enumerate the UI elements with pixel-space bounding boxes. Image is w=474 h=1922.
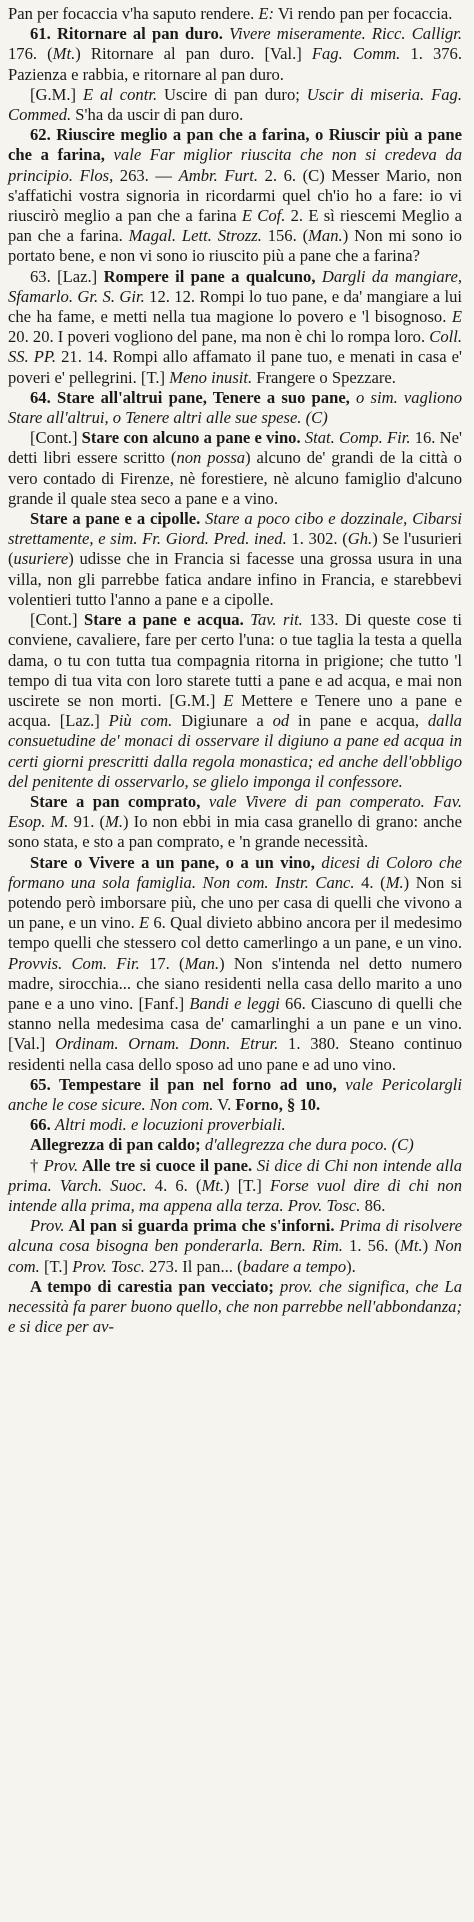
text-run: 91. ( [68,812,106,832]
text-run: Alle tre si cuoce il pane. [78,1155,253,1175]
text-run: dalla consuetudine de' monaci di osservare il digiuno a pane ed acqua in certi giorni prescritti dalla regola monastica; ed anche dell'obbligo del penitente di osservarlo, se glielo imponga il confessore. [8,711,462,791]
text-run: Altri modi. e locuzioni proverbiali. [54,1115,286,1135]
text-run: ) Non s'intenda nel detto numero madre, sirocchia... che siano residenti nella casa dello marito a uno pane e a uno vino. [Fanf.] [8,953,462,1013]
dictionary-entry-paragraph [8,428,462,509]
text-run: S'ha da uscir di pan duro. [71,105,244,125]
text-run: Non com. [8,1236,462,1276]
dictionary-entry-paragraph [8,24,462,85]
text-run: [Cont.] [30,610,84,630]
text-run: Mt. [201,1175,225,1195]
text-run: Uscire di pan duro; [157,84,307,104]
text-run: E [223,690,234,710]
text-run: badare a tempo [242,1256,347,1276]
text-run: usuriere [13,549,69,569]
text-run: [G.M.] [30,84,83,104]
text-run: Stare a poco cibo e dozzinale, Cibarsi strettamente, e sim. Fr. Giord. Pred. ined. [8,509,462,549]
text-run: od [272,711,290,731]
text-run: Prima di risolvere alcuna cosa bisogna ben ponderarla. Bern. Rim. [8,1216,462,1256]
text-run: vale Far miglior riuscita che non si credeva da principio. Flos, [8,145,462,185]
text-run: ) Non mi sono io portato bene, e non vi sono io riuscito più a pane che a farina? [8,226,462,266]
text-run: non possa [176,448,246,468]
text-run: Coll. SS. PP. [8,327,462,367]
text-run: V. [213,1094,236,1114]
text-run: Vivere miseramente. Ricc. Calligr. [222,24,463,44]
text-run: ) udisse che in Francia si facesse una grossa usura in una villa, non gli parrebbe fatica andare infino in Francia, e starebbevi volentieri tutto l'anno a pane e a cipolle. [8,549,462,609]
text-run: 263. — [113,165,179,185]
dictionary-entry-paragraph [8,1075,462,1115]
text-run: 16. Ne' detti libri essere scritto ( [8,428,462,468]
text-run: Mettere e Tenere uno a pane e acqua. [Laz.] [8,690,462,731]
text-run: Forse vuol dire di chi non intende alla prima, ma appena alla terza. Prov. Tosc. [8,1175,462,1215]
text-run: ) Ritornare al pan duro. [Val.] [75,44,312,64]
dictionary-entry-paragraph [8,388,462,428]
text-run: Bandi e leggi [189,993,280,1013]
text-run: A tempo di carestia pan vecciato; [30,1276,274,1296]
text-run: [Cont.] [30,428,82,448]
text-run: dicesi di Coloro che formano una sola famiglia. Non com. Instr. Canc. [8,852,462,892]
text-run: E al contr. [82,84,158,104]
dictionary-entry-paragraph [8,1216,462,1277]
text-run: 1. 56. ( [342,1236,401,1256]
text-run: Uscir di miseria. Fag. Commed. [8,84,462,125]
text-run: Man. [184,953,220,973]
text-run: 156. ( [261,226,309,246]
text-run: 1. 302. ( [286,529,348,549]
text-run: 21. 14. Rompi allo affamato il pane tuo, e menati in casa e' poveri e' pellegrini. [T.] [8,347,462,387]
text-run: Prov. [30,1216,65,1236]
text-run: ) [422,1236,435,1256]
text-run: Mt. [52,44,76,64]
text-run: Pan per focaccia v'ha saputo rendere. [8,4,259,23]
dictionary-entry-paragraph [8,1277,462,1338]
text-run: Meno inusit. [169,367,253,387]
text-run: Provvis. Com. Fir. [8,953,140,973]
text-run: Forno, § 10. [235,1094,321,1114]
text-run: Si dice di Chi non intende alla prima. Varch. Suoc. [8,1155,463,1195]
text-run: Stare con alcuno a pane e vino. [81,428,301,448]
text-run: 66. Ciascuno di quelli che stanno nella medesima casa de' camarlinghi a un pane e un vino. [Val.] [8,993,462,1054]
text-run: vale Vivere di pan comperato. Fav. Esop. M. [8,791,463,832]
text-run: 12. 12. Rompi lo tuo pane, e da' mangiare a lui che ha fame, e metti nella tua magione lo povero e 'l bisognoso. [8,286,462,327]
text-run: M. [385,872,404,892]
text-run: ) Non si potendo però imborsare più, che uno per casa di quelli che vivono a un pane, e un vino. [8,872,462,933]
text-run: Più com. [108,711,173,731]
text-run: 2. E sì riescemi Meglio a pan che a farina. [8,206,462,246]
text-run: 6. Qual divieto abbino ancora per il medesimo tempo quelli che stessero col detto camerlingo a un pane, e un vino. [8,913,462,953]
text-run: o sim. vagliono Stare all'altrui, o Tenere altri alle sue spese. (C) [8,387,462,428]
text-run: Mt. [400,1236,423,1256]
text-run: 66. [30,1115,55,1135]
text-run: ) alcuno de' grandi de la città o vero contado di Firenze, nè forestiere, nè alcuno famiglio d'alcuno grande il quale stea seco a pane e a vino. [8,448,462,508]
text-run: Stare a pan comprato, [30,791,201,811]
text-run: 1. 380. Steano continuo residenti nella casa dello sposo ad uno pane e ad uno vino. [8,1034,462,1074]
text-run: E [138,913,150,933]
text-run: Gh. [347,529,373,549]
text-run: 65. Tempestare il pan nel forno ad uno, [30,1074,337,1094]
text-run: prov. che significa, che La necessità fa parer buono quello, che non parrebbe nell'abbondanza; e si dice per av- [8,1276,462,1337]
dictionary-entry-paragraph [8,1135,462,1155]
text-run: Stare o Vivere a un pane, o a un vino, [30,852,315,872]
dictionary-entry-paragraph [8,1115,462,1135]
text-run: Digiunare a [172,711,273,731]
text-run: Allegrezza di pan caldo; [30,1135,201,1155]
text-run: Prov. Tosc. [72,1256,145,1276]
text-run: 86. [360,1195,386,1215]
text-run: Stare a pane e a cipolle. [30,509,201,529]
text-run: Rompere il pane a qualcuno, [103,266,316,286]
text-run: Al pan si guarda prima che s'inforni. [64,1216,335,1236]
text-run: Ordinam. Ornam. Donn. Etrur. [55,1034,279,1054]
text-run: 176. ( [8,44,53,64]
dictionary-entry-paragraph [8,125,462,266]
text-run: in pane e acqua, [289,711,428,731]
dictionary-entry-paragraph [8,509,462,610]
text-run: 63. [Laz.] [30,266,104,286]
dictionary-entry-paragraph [8,853,462,1075]
text-run: Stare a pane e acqua. [83,610,244,630]
text-run: Ambr. Furt. [178,165,259,185]
text-run: E [451,307,462,327]
text-run: 273. Il pan... ( [144,1256,243,1276]
text-run: Stat. Comp. Fir. [300,428,411,448]
dictionary-entry-paragraph [8,267,462,388]
text-run: vale Pericolargli anche le cose sicure. Non com. [8,1074,462,1114]
text-run: Fag. Comm. [311,44,401,64]
dictionary-entry-paragraph [8,792,462,853]
text-run: 1. 376. Pazienza e rabbia, e ritornare al pan duro. [8,44,463,84]
text-run: ) Io non ebbi in mia casa granello di grano: anche sono stata, e sto a pan comprato, e 'n grande necessità. [8,812,462,852]
text-run: ). [346,1256,356,1276]
text-run: 61. Ritornare al pan duro. [30,24,223,44]
text-run: [T.] [39,1256,73,1276]
text-run: Magal. Lett. Strozz. [128,226,262,246]
text-run: 133. Di queste cose ti conviene, cavaliere, fare per certo l'una: o tue taglia la testa a quella dama, o tu con tutta tua compagnia ritorna in prigione; che tutto 'l tempo di tua vita con loro starete tutti a pane e ad acqua, e mai non uscirete se non morti. [G.M.] [8,610,463,710]
text-run: 2. 6. (C) Messer Mario, non s'affatichi vostra signoria in ricordarmi quel ch'io ho a fare: io vi riuscirò meglio a pan che a farina [8,165,463,226]
text-run: Dargli da mangiare, Sfamarlo. Gr. S. Gir. [8,266,463,306]
text-run: d'allegrezza che dura poco. (C) [200,1135,414,1155]
text-run: 17. ( [139,953,185,973]
text-run: 20. 20. I poveri vogliono del pane, ma non è chi lo rompa loro. [8,327,430,347]
text-run: Frangere o Spezzare. [252,367,396,387]
text-run: ) Se l'usurieri ( [8,529,462,569]
text-run: Prov. [43,1155,79,1175]
text-run: Vi rendo pan per focaccia. [274,4,453,23]
dictionary-entry-paragraph [8,4,462,24]
text-run: 4. 6. ( [146,1175,202,1195]
text-run: ) [T.] [224,1175,270,1195]
text-run: 64. Stare all'altrui pane, Tenere a suo pane, [30,387,350,407]
text-run: Tav. rit. [243,610,303,630]
dictionary-entry-paragraph [8,610,462,792]
dictionary-entry-paragraph [8,85,462,125]
text-run: Man. [308,226,343,246]
text-run: M. [105,812,123,832]
text-run: † [30,1155,44,1175]
text-run: E: [258,4,275,23]
text-run: 4. ( [354,872,386,892]
text-run: 62. Riuscire meglio a pan che a farina, o Riuscir più a pane che a farina, [8,125,462,165]
text-run: E Cof. [241,206,286,226]
dictionary-entry-paragraph [8,1156,462,1217]
